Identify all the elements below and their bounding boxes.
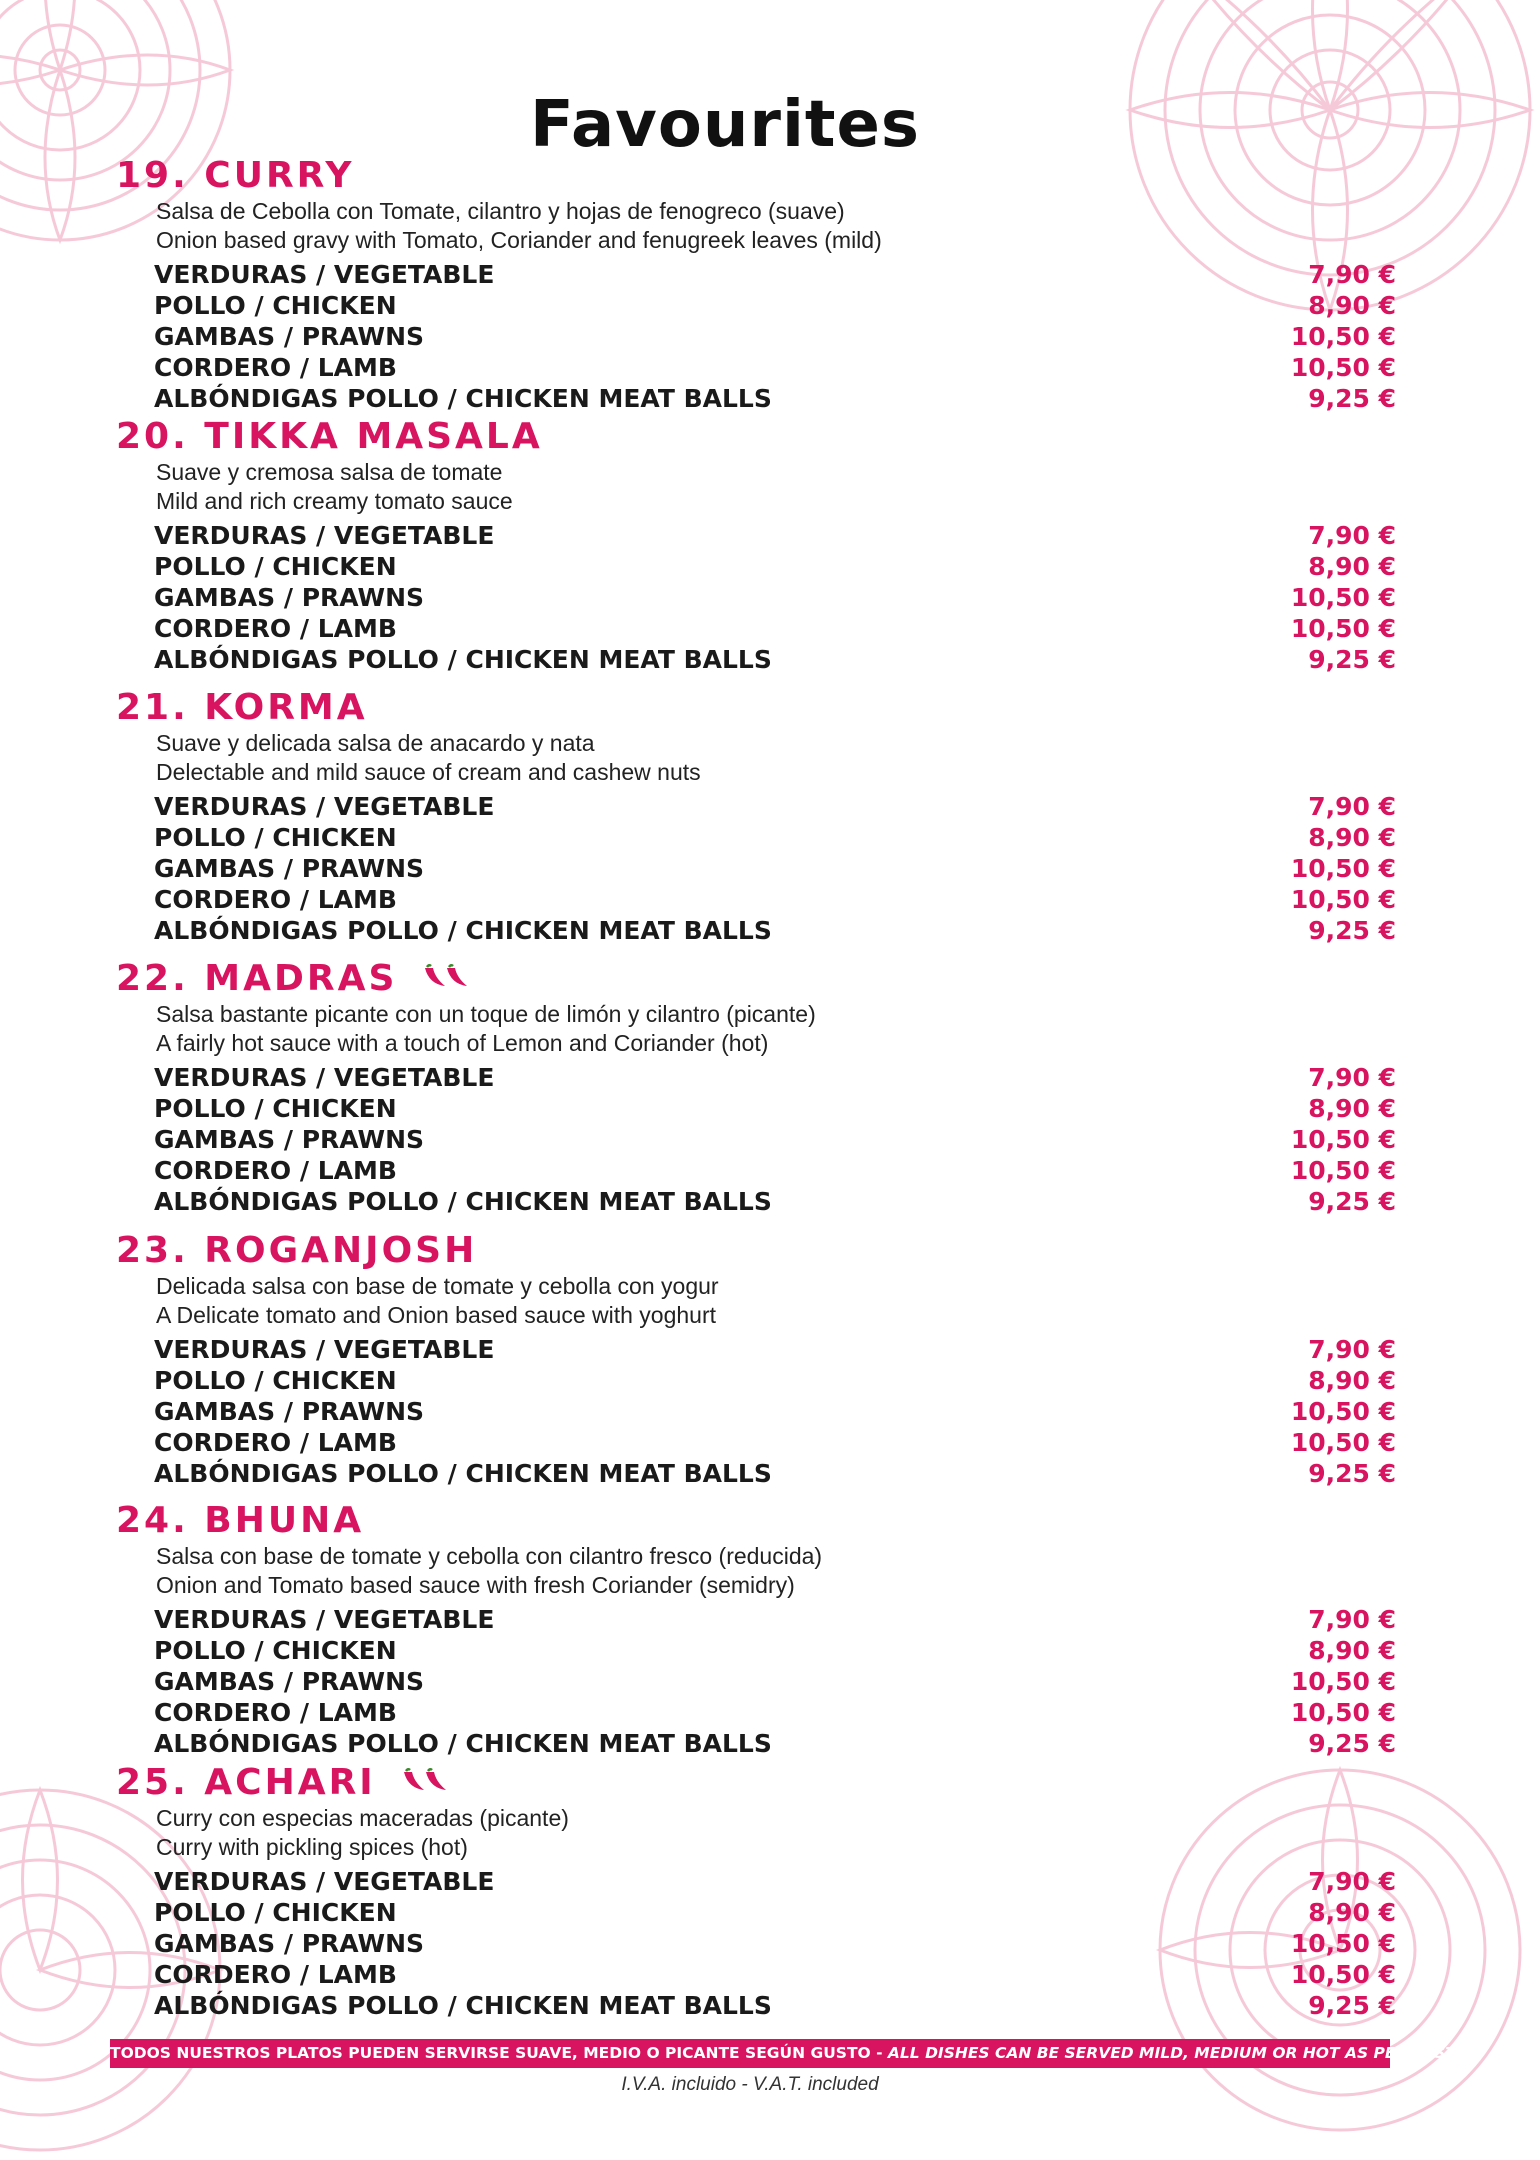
menu-item-name: CORDERO / LAMB xyxy=(154,1156,397,1185)
section-description: Salsa con base de tomate y cebolla con cilantro fresco (reducida) xyxy=(156,1543,823,1569)
footer-banner xyxy=(110,2039,1467,2068)
section-description: A Delicate tomato and Onion based sauce with yoghurt xyxy=(156,1302,717,1328)
menu-item-name: GAMBAS / PRAWNS xyxy=(154,1397,424,1426)
menu-item-name: VERDURAS / VEGETABLE xyxy=(154,260,495,289)
section-title xyxy=(116,1762,1396,1804)
menu-item-price: 10,50 € xyxy=(1290,1397,1396,1426)
menu-item-price: 9,25 € xyxy=(1308,1459,1396,1488)
menu-item xyxy=(154,321,1396,352)
menu-item xyxy=(154,1897,1396,1928)
menu-item-price: 10,50 € xyxy=(1290,885,1396,914)
menu-item xyxy=(154,1728,1396,1759)
menu-item xyxy=(154,1396,1396,1427)
menu-item xyxy=(154,884,1396,915)
menu-item-name: GAMBAS / PRAWNS xyxy=(154,1929,424,1958)
menu-item xyxy=(154,1635,1396,1666)
menu-items-list xyxy=(116,520,1396,675)
menu-item-price: 9,25 € xyxy=(1308,1187,1396,1216)
chili-pepper-icon xyxy=(421,958,473,1000)
footer-banner-en: ALL DISHES CAN BE SERVED MILD, MEDIUM OR HOT AS PER TASTE xyxy=(887,2044,1467,2062)
menu-item-price: 10,50 € xyxy=(1290,854,1396,883)
menu-item xyxy=(154,1604,1396,1635)
menu-item-name: VERDURAS / VEGETABLE xyxy=(154,792,495,821)
menu-item xyxy=(154,1458,1396,1489)
menu-item-price: 10,50 € xyxy=(1290,614,1396,643)
menu-item-price: 9,25 € xyxy=(1308,384,1396,413)
menu-item-price: 8,90 € xyxy=(1308,1898,1396,1927)
menu-item xyxy=(154,1365,1396,1396)
menu-items-list xyxy=(116,1334,1396,1489)
menu-items-list xyxy=(116,791,1396,946)
menu-section xyxy=(116,1762,1396,2021)
section-description: Curry with pickling spices (hot) xyxy=(156,1834,468,1860)
menu-item-name: POLLO / CHICKEN xyxy=(154,1898,397,1927)
menu-item-name: CORDERO / LAMB xyxy=(154,1698,397,1727)
menu-item xyxy=(154,1866,1396,1897)
menu-item-name: POLLO / CHICKEN xyxy=(154,1636,397,1665)
section-description: Salsa bastante picante con un toque de limón y cilantro (picante) xyxy=(156,1001,816,1027)
menu-item xyxy=(154,551,1396,582)
menu-section xyxy=(116,1500,1396,1759)
section-title xyxy=(116,1500,1396,1542)
menu-item-name: POLLO / CHICKEN xyxy=(154,552,397,581)
menu-item-price: 10,50 € xyxy=(1290,1156,1396,1185)
vat-note: I.V.A. incluido - V.A.T. included xyxy=(621,2074,879,2095)
section-description: Curry con especias maceradas (picante) xyxy=(156,1805,569,1831)
menu-item-name: POLLO / CHICKEN xyxy=(154,1094,397,1123)
menu-items-list xyxy=(116,1604,1396,1759)
menu-section xyxy=(116,687,1396,946)
menu-item-price: 8,90 € xyxy=(1308,552,1396,581)
menu-item-name: CORDERO / LAMB xyxy=(154,353,397,382)
menu-item xyxy=(154,1427,1396,1458)
section-title-text: 25. ACHARI xyxy=(116,1762,376,1803)
menu-item xyxy=(154,582,1396,613)
menu-item-price: 10,50 € xyxy=(1290,1125,1396,1154)
menu-item-price: 10,50 € xyxy=(1290,583,1396,612)
menu-section xyxy=(116,155,1396,414)
menu-item-name: GAMBAS / PRAWNS xyxy=(154,583,424,612)
section-title xyxy=(116,416,1396,458)
menu-item-name: ALBÓNDIGAS POLLO / CHICKEN MEAT BALLS xyxy=(154,1459,772,1488)
menu-item-name: ALBÓNDIGAS POLLO / CHICKEN MEAT BALLS xyxy=(154,1991,772,2020)
menu-item-price: 10,50 € xyxy=(1290,1960,1396,1989)
menu-item xyxy=(154,1062,1396,1093)
menu-item xyxy=(154,1959,1396,1990)
menu-item-price: 7,90 € xyxy=(1308,1867,1396,1896)
menu-items-list xyxy=(116,1866,1396,2021)
menu-item-name: ALBÓNDIGAS POLLO / CHICKEN MEAT BALLS xyxy=(154,916,772,945)
footer-banner-es: TODOS NUESTROS PLATOS PUEDEN SERVIRSE SUAVE, MEDIO O PICANTE SEGÚN GUSTO - xyxy=(110,2044,888,2062)
menu-item xyxy=(154,1666,1396,1697)
menu-item-price: 8,90 € xyxy=(1308,1094,1396,1123)
menu-item-name: CORDERO / LAMB xyxy=(154,1428,397,1457)
menu-item xyxy=(154,822,1396,853)
menu-item xyxy=(154,791,1396,822)
menu-item-name: POLLO / CHICKEN xyxy=(154,823,397,852)
menu-item-price: 9,25 € xyxy=(1308,645,1396,674)
menu-item xyxy=(154,915,1396,946)
menu-item-price: 10,50 € xyxy=(1290,1929,1396,1958)
menu-section xyxy=(116,958,1396,1217)
section-title-text: 22. MADRAS xyxy=(116,958,398,999)
menu-item xyxy=(154,1928,1396,1959)
section-description: Delicada salsa con base de tomate y cebolla con yogur xyxy=(156,1273,719,1299)
section-title xyxy=(116,1230,1396,1272)
menu-item-name: CORDERO / LAMB xyxy=(154,614,397,643)
menu-items-list xyxy=(116,259,1396,414)
menu-item-name: VERDURAS / VEGETABLE xyxy=(154,1335,495,1364)
section-description: Delectable and mild sauce of cream and cashew nuts xyxy=(156,759,701,785)
menu-item-name: VERDURAS / VEGETABLE xyxy=(154,1063,495,1092)
menu-items-list xyxy=(116,1062,1396,1217)
section-title xyxy=(116,687,1396,729)
menu-item-price: 10,50 € xyxy=(1290,353,1396,382)
menu-item-name: GAMBAS / PRAWNS xyxy=(154,322,424,351)
menu-item-name: CORDERO / LAMB xyxy=(154,1960,397,1989)
menu-item-price: 10,50 € xyxy=(1290,322,1396,351)
section-title-text: 21. KORMA xyxy=(116,687,368,728)
menu-item-price: 10,50 € xyxy=(1290,1428,1396,1457)
menu-item-price: 8,90 € xyxy=(1308,1366,1396,1395)
section-description: Mild and rich creamy tomato sauce xyxy=(156,488,513,514)
menu-item xyxy=(154,520,1396,551)
menu-item xyxy=(154,383,1396,414)
menu-item-price: 9,25 € xyxy=(1308,916,1396,945)
menu-item xyxy=(154,1990,1396,2021)
section-description: Salsa de Cebolla con Tomate, cilantro y hojas de fenogreco (suave) xyxy=(156,198,845,224)
menu-item-price: 10,50 € xyxy=(1290,1698,1396,1727)
menu-item-name: ALBÓNDIGAS POLLO / CHICKEN MEAT BALLS xyxy=(154,645,772,674)
menu-item xyxy=(154,259,1396,290)
menu-item-name: ALBÓNDIGAS POLLO / CHICKEN MEAT BALLS xyxy=(154,384,772,413)
menu-item-name: VERDURAS / VEGETABLE xyxy=(154,521,495,550)
section-description: Suave y cremosa salsa de tomate xyxy=(156,459,503,485)
menu-item xyxy=(154,290,1396,321)
menu-item-name: POLLO / CHICKEN xyxy=(154,291,397,320)
menu-item-name: GAMBAS / PRAWNS xyxy=(154,1667,424,1696)
menu-item xyxy=(154,613,1396,644)
section-title xyxy=(116,958,1396,1000)
menu-item-price: 8,90 € xyxy=(1308,1636,1396,1665)
section-description: Onion based gravy with Tomato, Coriander and fenugreek leaves (mild) xyxy=(156,227,882,253)
menu-item-name: CORDERO / LAMB xyxy=(154,885,397,914)
menu-item xyxy=(154,644,1396,675)
menu-item-price: 9,25 € xyxy=(1308,1991,1396,2020)
menu-item-price: 7,90 € xyxy=(1308,1605,1396,1634)
menu-item-price: 8,90 € xyxy=(1308,823,1396,852)
chili-pepper-icon xyxy=(400,1762,452,1804)
menu-item xyxy=(154,853,1396,884)
menu-item xyxy=(154,352,1396,383)
menu-item-name: VERDURAS / VEGETABLE xyxy=(154,1605,495,1634)
section-description: A fairly hot sauce with a touch of Lemon and Coriander (hot) xyxy=(156,1030,769,1056)
menu-item xyxy=(154,1093,1396,1124)
menu-item-name: ALBÓNDIGAS POLLO / CHICKEN MEAT BALLS xyxy=(154,1187,772,1216)
menu-item xyxy=(154,1124,1396,1155)
section-title xyxy=(116,155,1396,197)
menu-item-price: 7,90 € xyxy=(1308,1335,1396,1364)
section-description: Suave y delicada salsa de anacardo y nata xyxy=(156,730,595,756)
menu-item xyxy=(154,1155,1396,1186)
menu-section xyxy=(116,416,1396,675)
menu-item-price: 7,90 € xyxy=(1308,792,1396,821)
section-title-text: 23. ROGANJOSH xyxy=(116,1230,478,1271)
menu-item-price: 9,25 € xyxy=(1308,1729,1396,1758)
section-title-text: 19. CURRY xyxy=(116,155,355,196)
menu-item xyxy=(154,1334,1396,1365)
menu-item-price: 7,90 € xyxy=(1308,1063,1396,1092)
menu-item-price: 10,50 € xyxy=(1290,1667,1396,1696)
section-description: Onion and Tomato based sauce with fresh Coriander (semidry) xyxy=(156,1572,795,1598)
menu-item-price: 7,90 € xyxy=(1308,521,1396,550)
menu-item-price: 8,90 € xyxy=(1308,291,1396,320)
menu-section xyxy=(116,1230,1396,1489)
menu-item-name: POLLO / CHICKEN xyxy=(154,1366,397,1395)
section-title-text: 20. TIKKA MASALA xyxy=(116,416,543,457)
menu-item xyxy=(154,1697,1396,1728)
section-title-text: 24. BHUNA xyxy=(116,1500,365,1541)
menu-item-name: GAMBAS / PRAWNS xyxy=(154,854,424,883)
menu-item-name: VERDURAS / VEGETABLE xyxy=(154,1867,495,1896)
menu-item-name: GAMBAS / PRAWNS xyxy=(154,1125,424,1154)
menu-item xyxy=(154,1186,1396,1217)
menu-item-name: ALBÓNDIGAS POLLO / CHICKEN MEAT BALLS xyxy=(154,1729,772,1758)
menu-item-price: 7,90 € xyxy=(1308,260,1396,289)
page-title: Favourites xyxy=(530,88,920,162)
